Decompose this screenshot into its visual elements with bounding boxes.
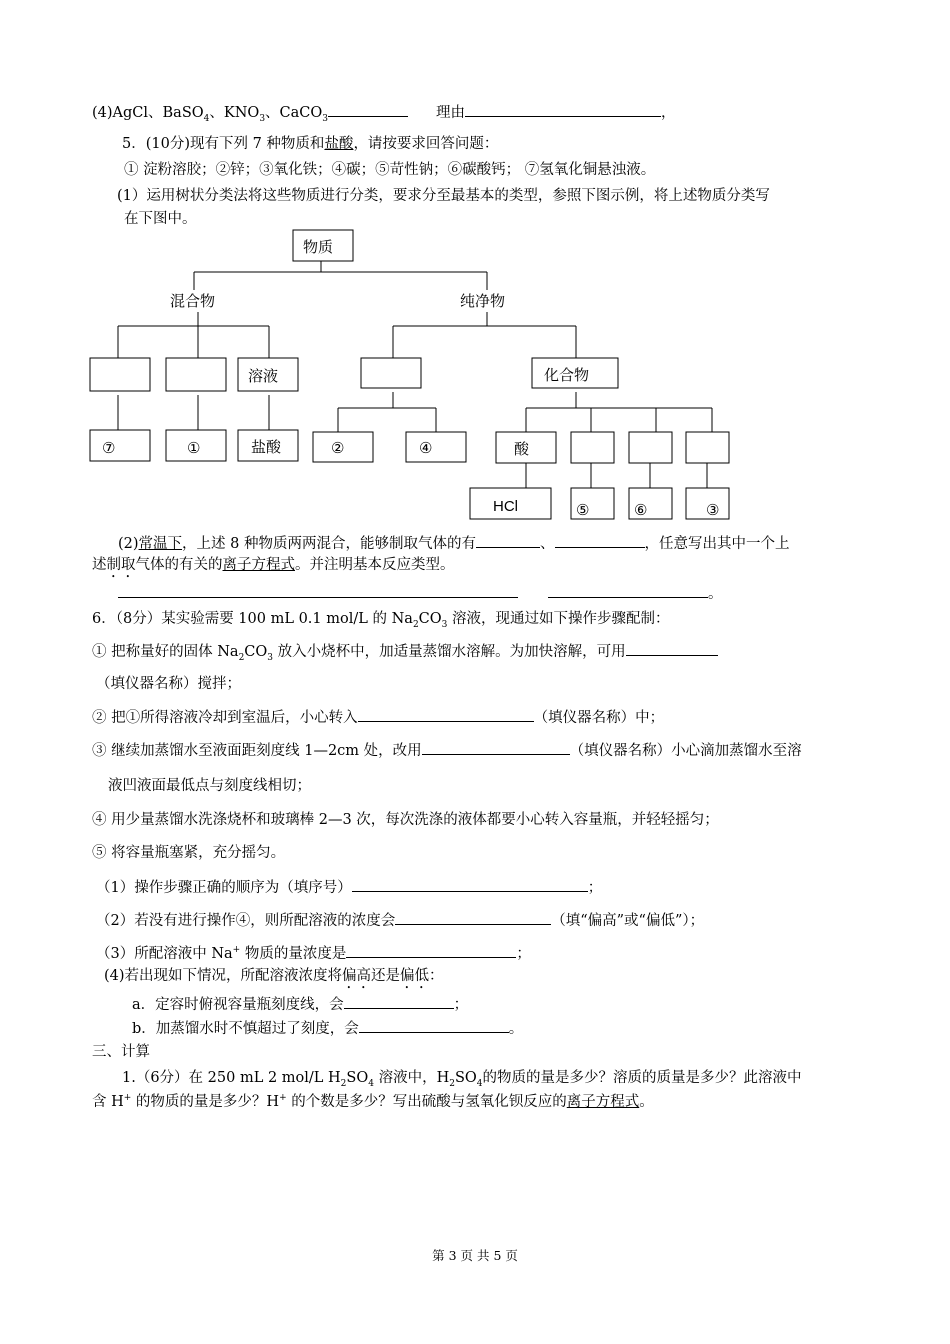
calc1-line1: 1.（6分）在 250 mL 2 mol/L $H_2SO_4$ 溶液中，$H_2SO_4$的物质的量是多少？溶质的质量是多少？此溶液中 — [122, 1070, 802, 1089]
mixture-blank-box-1[interactable] — [90, 358, 150, 391]
tree-leaf-4: ④ — [419, 439, 433, 457]
tree-root-label: 物质 — [303, 238, 334, 256]
q4-line: (4)AgCl、BaSO$_4$、$KNO_3$、CaCO$_3$ 理由 ， — [92, 102, 676, 123]
q6-answer4: (4)若出现如下情况，所配溶液浓度将偏高还是偏低： — [104, 968, 444, 984]
section3-title: 三、计算 — [92, 1044, 150, 1060]
gas-blank-2[interactable] — [555, 533, 645, 548]
concentration-change-blank[interactable] — [395, 910, 551, 925]
calc1-line2: 含 H+ 的物质的量是多少？H+ 的个数是多少？写出硫酸与氢氧化钡反应的离子方程式。 — [92, 1093, 654, 1110]
leaf-7-box — [90, 430, 150, 461]
q5-part1-line2: 在下图中。 — [124, 211, 197, 227]
na-concentration-blank[interactable] — [346, 943, 516, 958]
tree-leaf-7: ⑦ — [102, 439, 116, 457]
page-footer: 第 3 页 共 5 页 — [432, 1248, 518, 1263]
q6-step5: ⑤ 将容量瓶塞紧，充分摇匀。 — [92, 845, 286, 861]
mixture-blank-box-2[interactable] — [166, 358, 226, 391]
q6-step2: ② 把①所得溶液冷却到室温后，小心转入 （填仪器名称）中； — [92, 707, 664, 728]
case-b-blank[interactable] — [359, 1018, 509, 1033]
tree-acid-label: 酸 — [514, 440, 530, 458]
q6-answer4a: a．定容时俯视容量瓶刻度线，会 ； — [132, 994, 468, 1015]
q6-step3-line2: 液凹液面最低点与刻度线相切； — [108, 778, 311, 794]
tree-leaf-5: ⑤ — [576, 501, 590, 519]
q6-step4: ④ 用少量蒸馏水洗涤烧杯和玻璃棒 2—3 次，每次洗涤的液体都要小心转入容量瓶，并轻轻摇匀； — [92, 812, 719, 828]
pure-blank-box[interactable] — [361, 358, 421, 388]
q6-answer2: （2）若没有进行操作④，则所配溶液的浓度会 （填“偏高”或“偏低”）； — [96, 910, 704, 931]
q5-part1-line1: (1）运用树状分类法将这些物质进行分类，要求分至最基本的类型，参照下图示例，将上述物质分类写 — [117, 188, 770, 204]
ion-equation-blank[interactable] — [118, 583, 518, 598]
order-blank[interactable] — [352, 877, 588, 892]
tree-leaf-2: ② — [331, 439, 345, 457]
tree-hcl-label: HCl — [493, 498, 518, 515]
stir-instrument-blank[interactable] — [626, 641, 718, 656]
q6-answer1: （1）操作步骤正确的顺序为（填序号） ； — [96, 877, 602, 898]
tree-leaf-hcl-cn: 盐酸 — [251, 438, 282, 456]
tree-leaf-1: ① — [187, 439, 201, 457]
q6-answer4b: b．加蒸馏水时不慎超过了刻度，会 。 — [132, 1018, 523, 1039]
compound-blank-box-2[interactable] — [629, 432, 672, 463]
q6-answer3: （3）所配溶液中 Na+ 物质的量浓度是 ； — [96, 943, 531, 964]
q5-part2-line2: 述制取气体的有关的离子方程式。并注明基本反应类型。 — [92, 557, 455, 573]
leaf-4-box — [406, 432, 466, 462]
tree-solution-label: 溶液 — [248, 367, 279, 385]
case-a-blank[interactable] — [344, 994, 454, 1009]
q5-part2-line1: (2)常温下，上述 8 种物质两两混合，能够制取气体的有 、 ，任意写出其中一个上 — [118, 533, 790, 554]
tree-compound-label: 化合物 — [544, 366, 590, 384]
q6-intro: 6．（8分）某实验需要 100 mL 0.1 mol/L 的 $Na_2CO_3$ 溶液，现通过如下操作步骤配制： — [92, 611, 670, 630]
reaction-type-blank[interactable] — [548, 583, 708, 598]
q5-substances: ① 淀粉溶胶；②锌；③氧化铁；④碳；⑤苛性钠；⑥碳酸钙； ⑦氢氧化铜悬浊液。 — [124, 162, 656, 178]
q6-step3: ③ 继续加蒸馏水至液面距刻度线 1—2cm 处，改用 （填仪器名称）小心滴加蒸馏水至溶 — [92, 740, 802, 761]
flask-instrument-blank[interactable] — [358, 707, 534, 722]
tree-pure-label: 纯净物 — [460, 292, 506, 310]
q5-part2-answer-line: 。 — [118, 583, 723, 604]
dropper-instrument-blank[interactable] — [422, 740, 570, 755]
gas-blank-1[interactable] — [476, 533, 540, 548]
q5-intro: 5．(10分)现有下列 7 种物质和盐酸，请按要求回答问题： — [122, 136, 499, 152]
compound-blank-box-1[interactable] — [571, 432, 614, 463]
q6-step1-line2: （填仪器名称）搅拌； — [96, 676, 241, 692]
tree-mixture-label: 混合物 — [170, 292, 216, 310]
tree-leaf-3: ③ — [706, 501, 720, 519]
q6-step1: ① 把称量好的固体 $Na_2CO_3$ 放入小烧杯中，加适量蒸馏水溶解。为加快溶解，可用 — [92, 641, 718, 662]
tree-leaf-6: ⑥ — [634, 501, 648, 519]
compound-blank-box-3[interactable] — [686, 432, 729, 463]
